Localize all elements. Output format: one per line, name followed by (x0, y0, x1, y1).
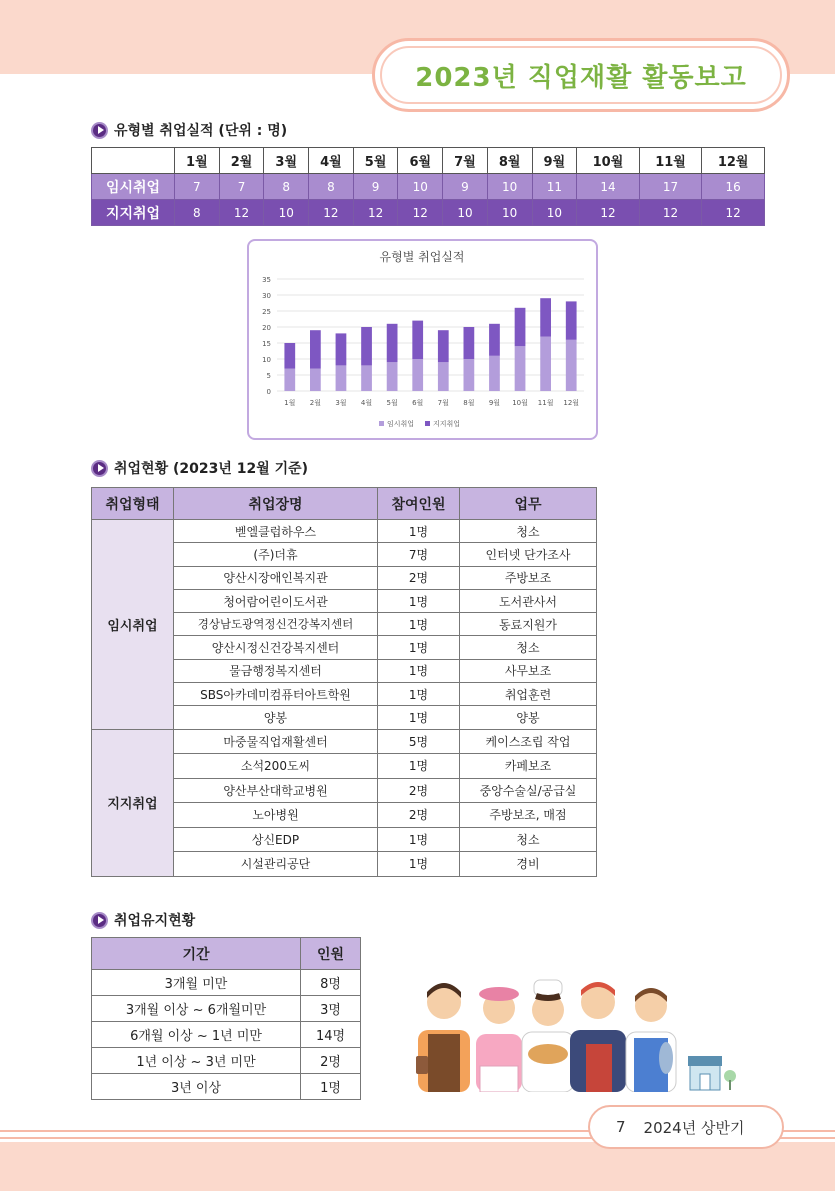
workplace-cell: 벧엘클럽하우스 (174, 520, 378, 543)
column-header: 기간 (92, 938, 301, 970)
x-tick-label: 11월 (537, 399, 554, 407)
x-tick-label: 8월 (463, 399, 475, 407)
worker-figure (626, 988, 676, 1092)
bar-segment (464, 327, 475, 359)
workplace-cell: 양산시장애인복지관 (174, 566, 378, 589)
row-label: 지지취업 (92, 200, 175, 226)
group-label-supported: 지지취업 (92, 729, 174, 876)
worker-figure (570, 982, 626, 1092)
workplace-cell: 양산시정신건강복지센터 (174, 636, 378, 659)
x-tick-label: 10월 (512, 399, 528, 407)
count-cell: 1명 (378, 852, 460, 877)
y-tick-label: 0 (266, 388, 271, 396)
x-tick-label: 9월 (488, 399, 501, 407)
bar-segment (464, 359, 475, 391)
legend-swatch (379, 421, 384, 426)
month-header: 1월 (175, 148, 220, 174)
count-cell: 3명 (301, 996, 361, 1022)
value-cell: 12 (309, 200, 354, 226)
count-cell: 1명 (378, 613, 460, 636)
value-cell: 10 (487, 200, 532, 226)
task-cell: 주방보조 (460, 566, 597, 589)
value-cell: 14 (577, 174, 640, 200)
x-tick-label: 7월 (437, 399, 449, 407)
monthly-employment-table (91, 147, 765, 226)
bar-segment (515, 308, 526, 346)
y-tick-label: 30 (262, 292, 271, 300)
bar-segment (412, 321, 423, 359)
y-tick-label: 5 (266, 372, 271, 380)
month-header: 5월 (353, 148, 398, 174)
row-label: 임시취업 (92, 174, 175, 200)
value-cell: 12 (353, 200, 398, 226)
table-row (92, 996, 361, 1022)
count-cell: 1명 (378, 589, 460, 612)
y-tick-label: 20 (262, 324, 271, 332)
value-cell: 8 (264, 174, 309, 200)
legend-label: 지지취업 (433, 420, 461, 428)
count-cell: 7명 (378, 543, 460, 566)
legend-label: 임시취업 (387, 420, 415, 428)
column-header: 취업형태 (92, 488, 174, 520)
value-cell: 8 (175, 200, 220, 226)
table-row (92, 1022, 361, 1048)
footer-label: 2024년 상반기 (643, 1118, 745, 1137)
bar-segment (310, 369, 321, 391)
value-cell: 9 (443, 174, 488, 200)
column-header: 업무 (460, 488, 597, 520)
count-cell: 2명 (378, 803, 460, 828)
value-cell: 12 (702, 200, 765, 226)
workplace-cell: 양봉 (174, 706, 378, 729)
workplace-cell: 양산부산대학교병원 (174, 778, 378, 803)
workplace-cell: 상신EDP (174, 827, 378, 852)
workplace-cell: 노아병원 (174, 803, 378, 828)
bar-segment (361, 327, 372, 365)
y-tick-label: 10 (262, 356, 271, 364)
bar-segment (412, 359, 423, 391)
table-header-row (92, 938, 361, 970)
value-cell: 16 (702, 174, 765, 200)
task-cell: 청소 (460, 827, 597, 852)
footer-band (0, 1142, 835, 1191)
bar-segment (438, 362, 449, 391)
shop-icon (688, 1056, 736, 1090)
count-cell: 14명 (301, 1022, 361, 1048)
corner-cell (92, 148, 175, 174)
bar-segment (438, 330, 449, 362)
table-row (92, 729, 597, 754)
retention-table (91, 937, 361, 1100)
workplace-cell: 마중물직업재활센터 (174, 729, 378, 754)
x-tick-label: 4월 (360, 399, 373, 407)
x-tick-label: 5월 (386, 399, 398, 407)
value-cell: 9 (353, 174, 398, 200)
value-cell: 10 (398, 174, 443, 200)
table-row (92, 970, 361, 996)
value-cell: 12 (577, 200, 640, 226)
month-header: 10월 (577, 148, 640, 174)
task-cell: 주방보조, 매점 (460, 803, 597, 828)
period-cell: 3년 이상 (92, 1074, 301, 1100)
play-bullet-icon (91, 912, 108, 929)
bar-segment (310, 330, 321, 368)
table-row (92, 1074, 361, 1100)
stacked-bar-chart (249, 241, 596, 438)
month-header: 9월 (532, 148, 577, 174)
column-header: 인원 (301, 938, 361, 970)
play-bullet-icon (91, 460, 108, 477)
workplace-cell: 청어람어린이도서관 (174, 589, 378, 612)
table-row (92, 1048, 361, 1074)
workplace-cell: 소석200도씨 (174, 754, 378, 779)
bar-segment (540, 298, 551, 336)
task-cell: 경비 (460, 852, 597, 877)
bar-segment (489, 356, 500, 391)
worker-figure (416, 983, 470, 1092)
section-title-retention: 취업유지현황 (114, 913, 196, 929)
bar-segment (336, 365, 347, 391)
count-cell: 1명 (378, 683, 460, 706)
bar-segment (284, 343, 295, 369)
count-cell: 2명 (378, 566, 460, 589)
count-cell: 1명 (378, 659, 460, 682)
value-cell: 10 (443, 200, 488, 226)
task-cell: 중앙수술실/공급실 (460, 778, 597, 803)
task-cell: 청소 (460, 636, 597, 659)
task-cell: 케이스조립 작업 (460, 729, 597, 754)
bar-segment (489, 324, 500, 356)
title-box (380, 46, 782, 104)
task-cell: 인터넷 단가조사 (460, 543, 597, 566)
value-cell: 17 (639, 174, 702, 200)
count-cell: 2명 (301, 1048, 361, 1074)
section-heading-retention (91, 910, 195, 930)
count-cell: 1명 (378, 706, 460, 729)
workers-illustration (410, 972, 740, 1092)
worker-figure (522, 980, 574, 1092)
workplace-cell: 경상남도광역정신건강복지센터 (174, 613, 378, 636)
table-header-row (92, 488, 597, 520)
y-tick-label: 35 (262, 276, 271, 284)
bar-segment (387, 324, 398, 362)
count-cell: 1명 (378, 754, 460, 779)
section-heading-status (91, 458, 308, 478)
count-cell: 5명 (378, 729, 460, 754)
period-cell: 3개월 미만 (92, 970, 301, 996)
task-cell: 청소 (460, 520, 597, 543)
footer-pill (588, 1105, 784, 1149)
task-cell: 동료지원가 (460, 613, 597, 636)
task-cell: 양봉 (460, 706, 597, 729)
period-cell: 1년 이상 ~ 3년 미만 (92, 1048, 301, 1074)
employment-status-table (91, 487, 597, 877)
workplace-cell: (주)더휴 (174, 543, 378, 566)
y-tick-label: 25 (262, 308, 271, 316)
value-cell: 10 (264, 200, 309, 226)
table-row-temporary (92, 174, 765, 200)
bar-segment (284, 369, 295, 391)
value-cell: 8 (309, 174, 354, 200)
count-cell: 1명 (378, 636, 460, 659)
x-tick-label: 6월 (412, 399, 424, 407)
month-header: 12월 (702, 148, 765, 174)
value-cell: 7 (175, 174, 220, 200)
column-header: 참여인원 (378, 488, 460, 520)
count-cell: 8명 (301, 970, 361, 996)
value-cell: 10 (487, 174, 532, 200)
bar-segment (540, 337, 551, 391)
table-header-row (92, 148, 765, 174)
task-cell: 사무보조 (460, 659, 597, 682)
legend-swatch (425, 421, 430, 426)
value-cell: 12 (639, 200, 702, 226)
section-title-status: 취업현황 (2023년 12월 기준) (114, 461, 309, 477)
task-cell: 취업훈련 (460, 683, 597, 706)
period-cell: 6개월 이상 ~ 1년 미만 (92, 1022, 301, 1048)
y-tick-label: 15 (262, 340, 271, 348)
count-cell: 1명 (301, 1074, 361, 1100)
value-cell: 7 (219, 174, 264, 200)
month-header: 7월 (443, 148, 488, 174)
task-cell: 도서관사서 (460, 589, 597, 612)
bar-segment (566, 301, 577, 339)
month-header: 3월 (264, 148, 309, 174)
x-tick-label: 1월 (284, 399, 296, 407)
bar-segment (515, 346, 526, 391)
month-header: 11월 (639, 148, 702, 174)
count-cell: 1명 (378, 827, 460, 852)
bar-segment (336, 333, 347, 365)
table-row (92, 520, 597, 543)
value-cell: 10 (532, 200, 577, 226)
workplace-cell: SBS아카데미컴퓨터아트학원 (174, 683, 378, 706)
workplace-cell: 시설관리공단 (174, 852, 378, 877)
x-tick-label: 3월 (335, 399, 347, 407)
group-label-temporary: 임시취업 (92, 520, 174, 730)
chart-title: 유형별 취업실적 (379, 250, 465, 264)
section-heading-monthly (91, 120, 287, 140)
count-cell: 1명 (378, 520, 460, 543)
x-tick-label: 2월 (309, 399, 321, 407)
table-row-supported (92, 200, 765, 226)
value-cell: 12 (219, 200, 264, 226)
x-tick-label: 12월 (563, 399, 580, 407)
play-bullet-icon (91, 122, 108, 139)
bar-segment (361, 365, 372, 391)
page-number: 7 (616, 1118, 626, 1136)
bar-segment (566, 340, 577, 391)
workplace-cell: 물금행정복지센터 (174, 659, 378, 682)
bar-segment (387, 362, 398, 391)
month-header: 2월 (219, 148, 264, 174)
period-cell: 3개월 이상 ~ 6개월미만 (92, 996, 301, 1022)
month-header: 4월 (309, 148, 354, 174)
column-header: 취업장명 (174, 488, 378, 520)
count-cell: 2명 (378, 778, 460, 803)
value-cell: 11 (532, 174, 577, 200)
value-cell: 12 (398, 200, 443, 226)
month-header: 8월 (487, 148, 532, 174)
page-title: 2023년 직업재활 활동보고 (415, 62, 747, 93)
section-title-monthly: 유형별 취업실적 (단위 : 명) (114, 123, 288, 139)
chart-container (247, 239, 598, 440)
worker-figure (476, 987, 522, 1092)
month-header: 6월 (398, 148, 443, 174)
task-cell: 카페보조 (460, 754, 597, 779)
